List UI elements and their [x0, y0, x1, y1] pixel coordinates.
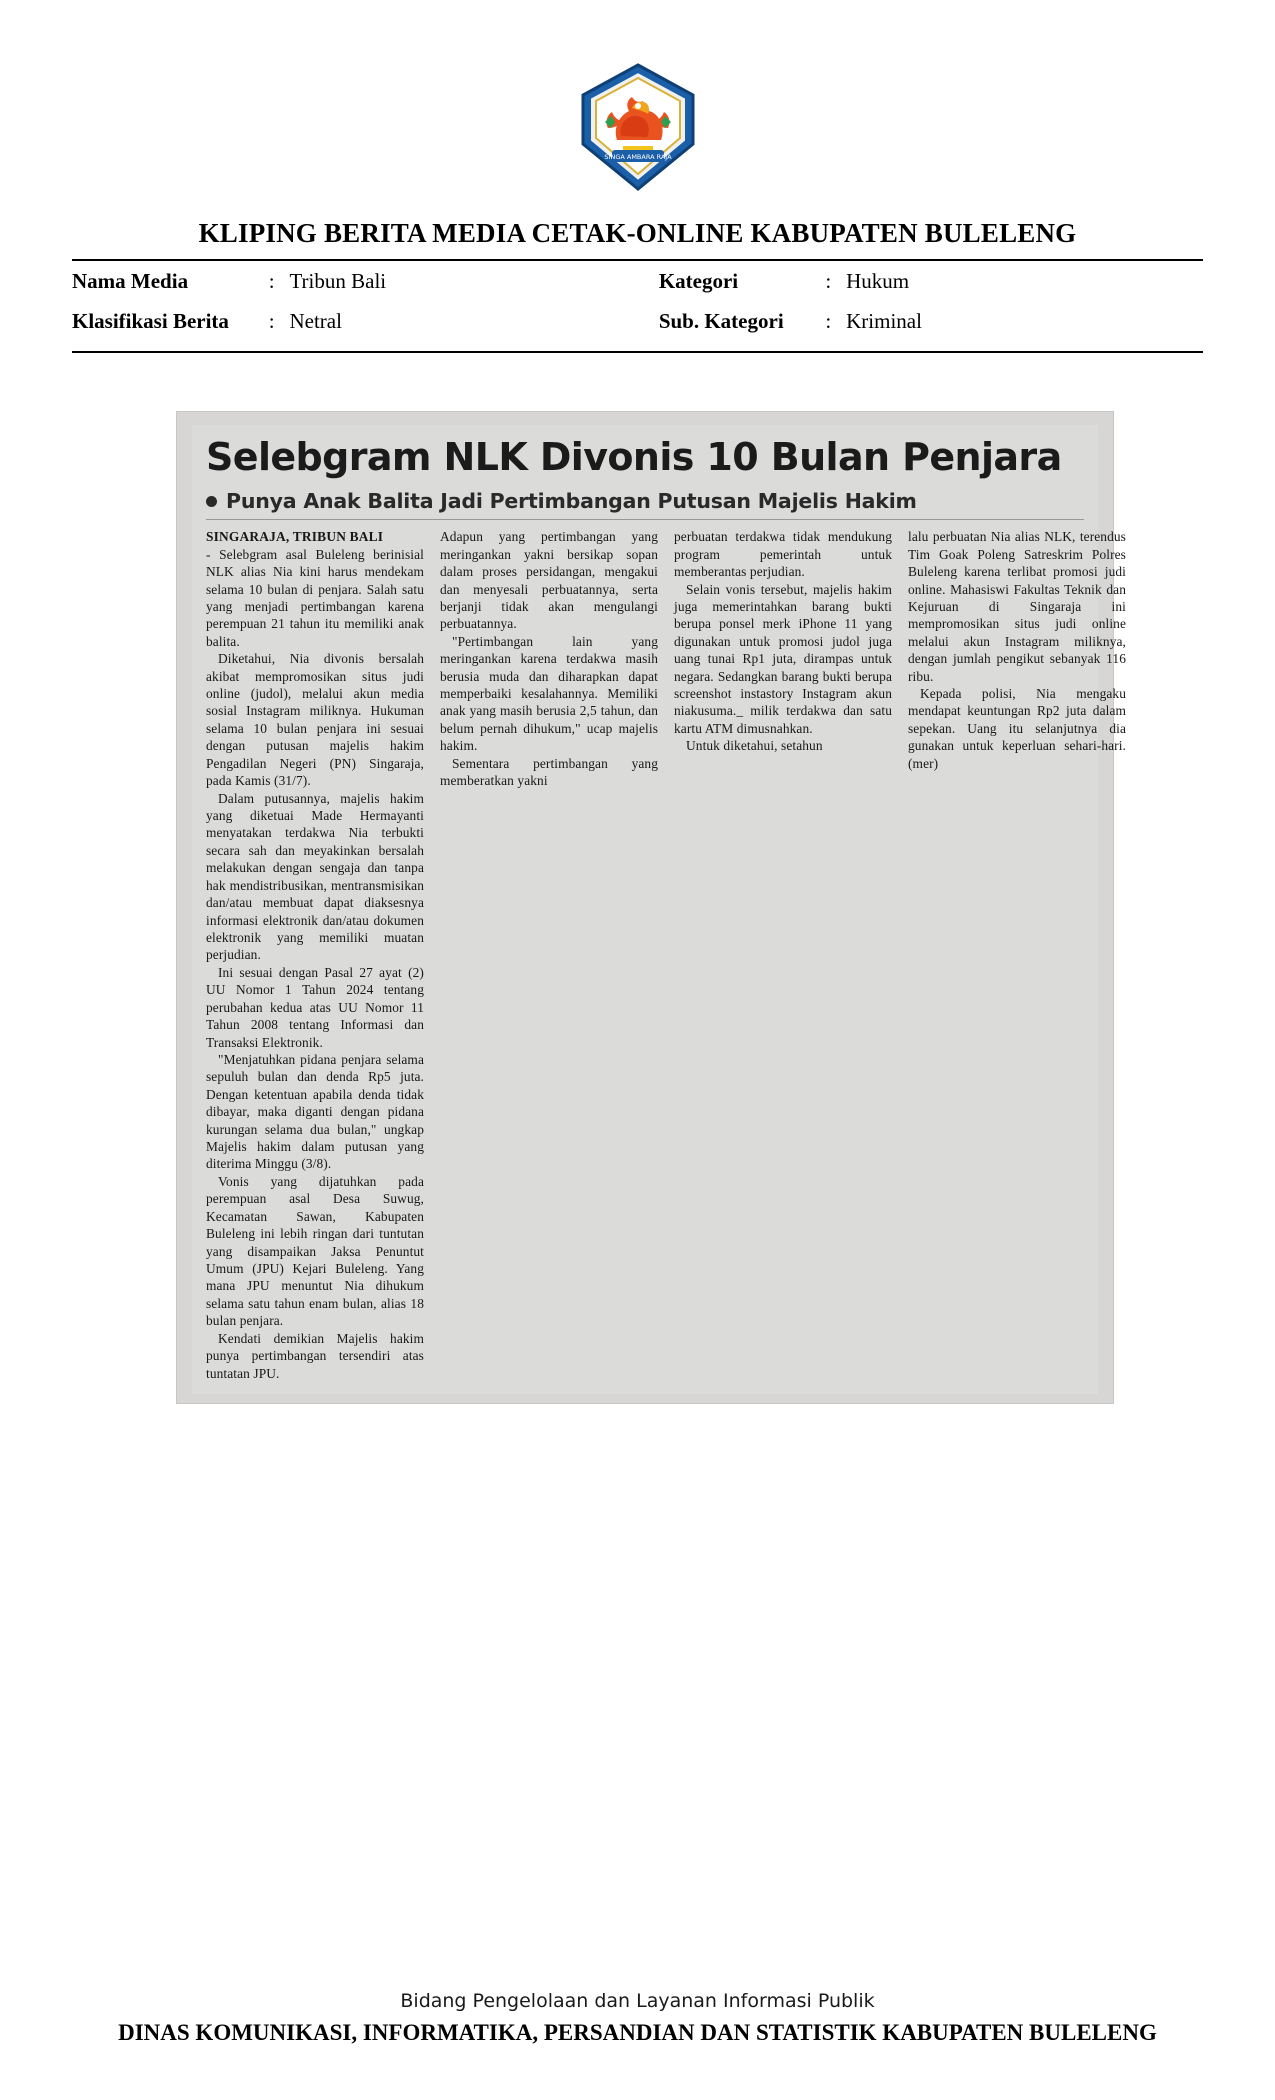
paragraph: Kendati demikian Majelis hakim punya pertimbangan tersendiri atas tuntatan JPU.	[206, 1330, 424, 1381]
paragraph: perbuatan terdakwa tidak mendukung program pemerintah untuk memberantas perjudian.	[674, 529, 892, 580]
paragraph: Selain vonis tersebut, majelis hakim juga memerintahkan barang bukti berupa ponsel merk iPhone 11 yang digunakan untuk promosi judol juga uang tunai Rp1 juta, dirampas untuk negara. Sedangkan barang bukti berupa screenshot instastory Instagram akun niakusuma._ milik terdakwa dan satu kartu ATM dimusnahkan.	[674, 581, 892, 736]
kategori-value: Hukum	[846, 269, 910, 293]
paragraph: Diketahui, Nia divonis bersalah akibat mempromosikan situs judi online (judol), melalui akun media sosial Instagram miliknya. Hukuman selama 10 bulan penjara ini sesuai dengan putusan majelis hakim Pengadilan Negeri (PN) Singaraja, pada Kamis (31/7).	[206, 651, 424, 789]
sub-kategori-colon: :	[825, 309, 832, 333]
clipping-headline: Selebgram NLK Divonis 10 Bulan Penjara	[206, 435, 1062, 479]
sub-kategori-value: Kriminal	[846, 309, 922, 333]
paragraph: "Menjatuhkan pidana penjara selama sepuluh bulan dan denda Rp5 juta. Dengan ketentuan apabila denda tidak dibayar, maka diganti dengan pidana kurungan selama dua bulan," ungkap Majelis hakim dalam putusan yang diterima Minggu (3/8).	[206, 1051, 424, 1172]
dateline-paragraph	[206, 528, 424, 545]
footer-line-2: DINAS KOMUNIKASI, INFORMATIKA, PERSANDIAN DAN STATISTIK KABUPATEN BULELENG	[118, 2020, 1157, 2045]
svg-text:SINGA AMBARA RAJA: SINGA AMBARA RAJA	[603, 153, 672, 161]
paragraph: Vonis yang dijatuhkan pada perempuan asal Desa Suwug, Kecamatan Sawan, Kabupaten Buleleng ini lebih ringan dari tuntutan yang disampaikan Jaksa Penuntut Umum (JPU) Kejari Buleleng. Yang mana JPU menuntut Nia dihukum selama satu tahun enam bulan, alias 18 bulan penjara.	[206, 1173, 424, 1329]
clipping-columns	[200, 528, 1126, 1386]
metadata-table	[72, 261, 1203, 341]
document-footer	[0, 1990, 1275, 2046]
kategori-colon: :	[825, 269, 832, 293]
clipping-subheadline-text: Punya Anak Balita Jadi Pertimbangan Putusan Majelis Hakim	[226, 489, 917, 514]
paragraph: Sementara pertimbangan yang memberatkan yakni	[440, 755, 658, 789]
clipping-column-1	[206, 528, 424, 1382]
klasifikasi-berita-colon: :	[268, 309, 275, 333]
paragraph: Dalam putusannya, majelis hakim yang diketuai Made Hermayanti menyatakan terdakwa Nia terbukti secara sah dan meyakinkan bersalah melakukan dengan sengaja dan tanpa hak mendistribusikan, mentransmisikan dan/atau membuat dapat diaksesnya informasi elektronik dan/atau dokumen elektronik yang memiliki muatan perjudian.	[206, 790, 424, 963]
kategori-label: Kategori	[658, 269, 739, 293]
clipping-column-4	[908, 528, 1126, 1382]
table-row	[72, 301, 1203, 341]
paragraph: "Pertimbangan lain yang meringankan karena terdakwa masih berusia muda dan diharapkan dapat memperbaiki kesalahannya. Memiliki anak yang masih berusia 2,5 tahun, dan belum pernah dihukum," ucap majelis hakim.	[440, 633, 658, 754]
clipping-column-3	[674, 528, 892, 1382]
bullet-icon	[206, 496, 217, 507]
paragraph: Untuk diketahui, setahun	[686, 738, 823, 754]
nama-media-colon: :	[268, 269, 275, 293]
footer-line-1: Bidang Pengelolaan dan Layanan Informasi Publik	[400, 1990, 875, 2012]
dateline: SINGARAJA, TRIBUN BALI	[206, 529, 384, 545]
klasifikasi-berita-label: Klasifikasi Berita	[72, 309, 229, 333]
table-row	[72, 261, 1203, 301]
paragraph: - Selebgram asal Buleleng berinisial NLK alias Nia kini harus mendekam selama 10 bulan di penjara. Salah satu yang menjadi pertimbangan karena perempuan 21 tahun itu memiliki anak balita.	[206, 546, 424, 649]
page-title: KLIPING BERITA MEDIA CETAK-ONLINE KABUPATEN BULELENG	[198, 218, 1077, 248]
metadata-divider	[72, 351, 1203, 353]
news-clipping-image	[176, 411, 1126, 1404]
clipping-divider	[206, 519, 1084, 520]
logo-container	[72, 0, 1203, 192]
sub-kategori-label: Sub. Kategori	[658, 309, 784, 333]
paragraph: Adapun yang pertimbangan yang meringankan yakni bersikap sopan dalam proses persidangan, mengakui dan menyesali perbuatannya, serta berjanji tidak akan mengulangi perbuatannya.	[440, 529, 658, 632]
nama-media-label: Nama Media	[72, 269, 189, 293]
paragraph: Ini sesuai dengan Pasal 27 ayat (2) UU Nomor 1 Tahun 2024 tentang perubahan kedua atas UU Nomor 11 Tahun 2008 tentang Informasi dan Transaksi Elektronik.	[206, 964, 424, 1050]
nama-media-value: Tribun Bali	[289, 269, 387, 293]
news-clipping-area	[176, 411, 1176, 1404]
clipping-column-2	[440, 528, 658, 1382]
paragraph: Kepada polisi, Nia mengaku mendapat keuntungan Rp2 juta dalam sepekan. Uang itu selanjutnya dia gunakan untuk keperluan sehari-hari. (mer)	[908, 686, 1126, 771]
klasifikasi-berita-value: Netral	[289, 309, 342, 333]
clipping-subheadline	[206, 489, 1090, 513]
buleleng-regency-emblem-icon	[577, 62, 699, 192]
paragraph: lalu perbuatan Nia alias NLK, terendus Tim Goak Poleng Satreskrim Polres Buleleng karena terlibat promosi judi online. Mahasiswi Fakultas Teknik dan Kejuruan di Singaraja ini mempromosikan situs judi online melalui akun Instagram miliknya, dengan jumlah pengikut sebanyak 116 ribu.	[908, 529, 1126, 684]
